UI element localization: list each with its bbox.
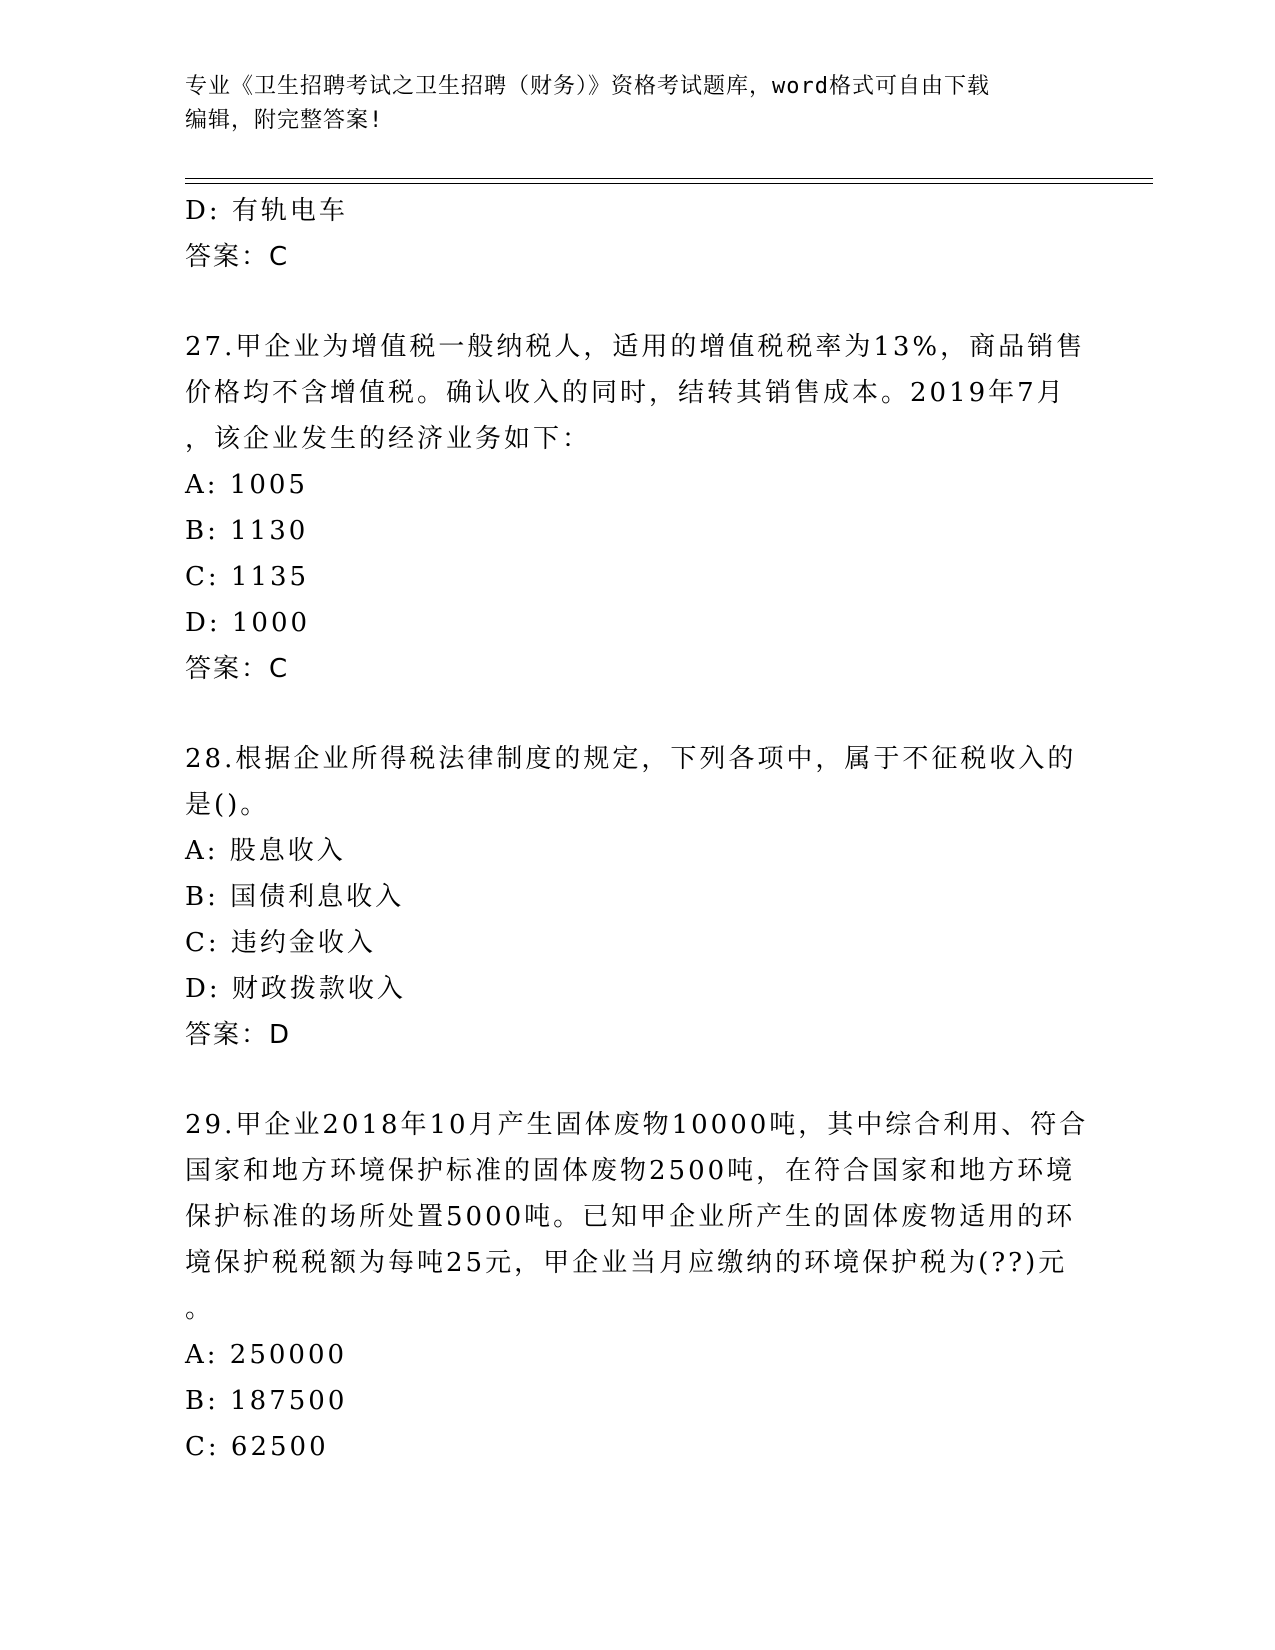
option-c: C: 62500 bbox=[185, 1432, 329, 1462]
question-27 bbox=[185, 324, 1090, 692]
header-line-2: 编辑，附完整答案! bbox=[185, 108, 384, 133]
option-c: C: 违约金收入 bbox=[185, 928, 376, 958]
option-b: B: 1130 bbox=[185, 516, 309, 546]
document-header bbox=[185, 70, 1085, 138]
option-c: C: 1135 bbox=[185, 562, 310, 592]
question-26 bbox=[185, 188, 1090, 280]
option-d: D: 1000 bbox=[185, 608, 311, 638]
spacer bbox=[185, 280, 1090, 324]
question-text-line: 价格均不含增值税。确认收入的同时，结转其销售成本。2019年7月 bbox=[185, 378, 1066, 408]
question-text-line: 国家和地方环境保护标准的固体废物2500吨，在符合国家和地方环境 bbox=[185, 1156, 1076, 1186]
question-text-line: 保护标准的场所处置5000吨。已知甲企业所产生的固体废物适用的环 bbox=[185, 1202, 1076, 1232]
question-text-line: 境保护税税额为每吨25元，甲企业当月应缴纳的环境保护税为(??)元 bbox=[185, 1248, 1068, 1278]
option-d: D: 有轨电车 bbox=[185, 196, 348, 226]
spacer bbox=[185, 1058, 1090, 1102]
option-a: A: 250000 bbox=[185, 1340, 348, 1370]
option-a: A: 1005 bbox=[185, 470, 308, 500]
question-text-line: 27.甲企业为增值税一般纳税人，适用的增值税税率为13%，商品销售 bbox=[185, 332, 1086, 362]
answer: 答案：D bbox=[185, 1020, 292, 1050]
question-text-line: ，该企业发生的经济业务如下： bbox=[185, 424, 592, 454]
question-text-line: 。 bbox=[185, 1294, 215, 1324]
option-a: A: 股息收入 bbox=[185, 836, 346, 866]
option-b: B: 187500 bbox=[185, 1386, 348, 1416]
answer: 答案：C bbox=[185, 654, 290, 684]
question-29 bbox=[185, 1102, 1090, 1470]
question-text-line: 是()。 bbox=[185, 790, 270, 820]
header-line-1: 专业《卫生招聘考试之卫生招聘（财务）》资格考试题库，word格式可自由下载 bbox=[185, 74, 990, 99]
question-text-line: 29.甲企业2018年10月产生固体废物10000吨，其中综合利用、符合 bbox=[185, 1110, 1089, 1140]
question-list bbox=[185, 188, 1090, 1470]
answer: 答案：C bbox=[185, 242, 290, 272]
option-b: B: 国债利息收入 bbox=[185, 882, 405, 912]
spacer bbox=[185, 692, 1090, 736]
question-text-line: 28.根据企业所得税法律制度的规定，下列各项中，属于不征税收入的 bbox=[185, 744, 1077, 774]
header-divider-bottom bbox=[185, 183, 1153, 184]
option-d: D: 财政拨款收入 bbox=[185, 974, 406, 1004]
header-divider-top bbox=[185, 178, 1153, 179]
question-28 bbox=[185, 736, 1090, 1058]
